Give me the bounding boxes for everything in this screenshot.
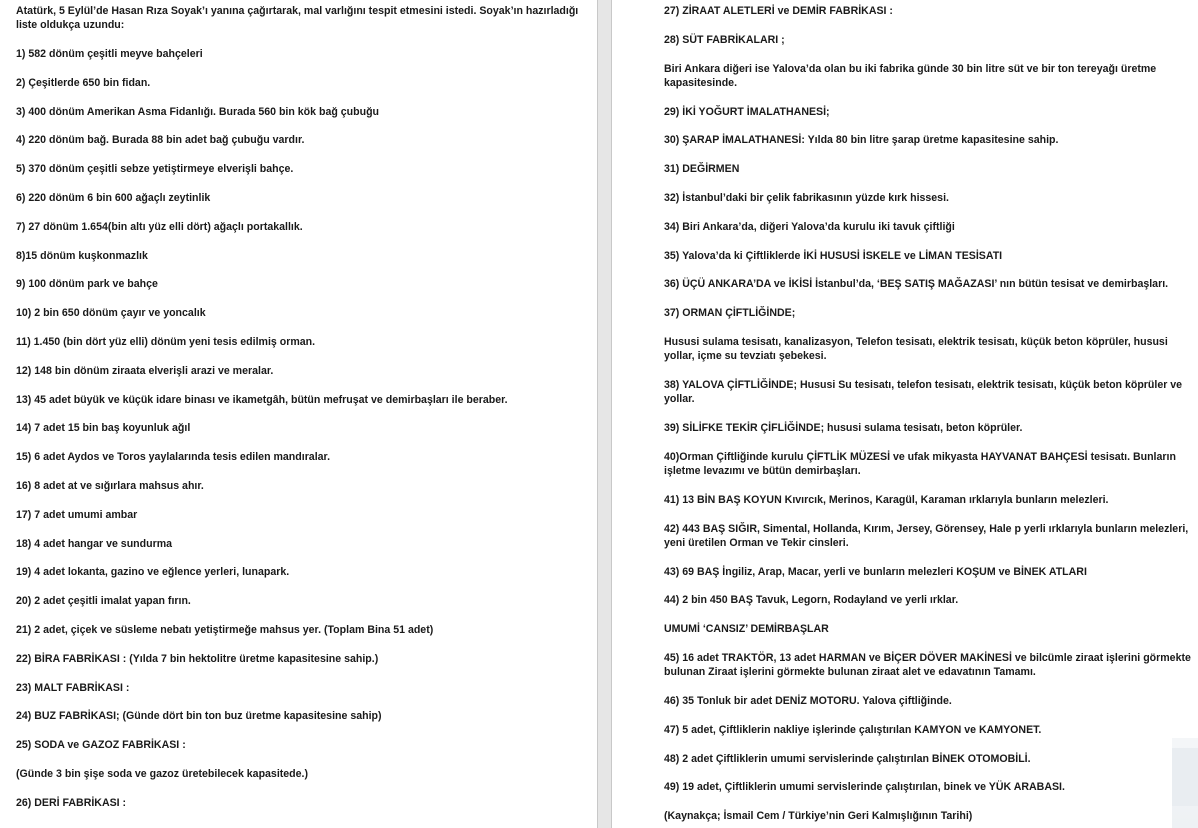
- list-item: 28) SÜT FABRİKALARI ;: [664, 33, 785, 46]
- page-gap: [597, 0, 612, 828]
- list-item: 4) 220 dönüm bağ. Burada 88 bin adet bağ çubuğu vardır.: [16, 134, 305, 147]
- list-item: 46) 35 Tonluk bir adet DENİZ MOTORU. Yalova çiftliğinde.: [664, 694, 952, 707]
- document-page-left[interactable]: [0, 0, 597, 828]
- list-item: 32) İstanbul’daki bir çelik fabrikasının yüzde kırk hissesi.: [664, 191, 949, 204]
- list-item: 36) ÜÇÜ ANKARA’DA ve İKİSİ İstanbul’da, ‘BEŞ SATIŞ MAĞAZASI’ nın bütün tesisat ve demirbaşları.: [664, 278, 1169, 291]
- list-item: 2) Çeşitlerde 650 bin fidan.: [16, 76, 151, 89]
- list-item: 18) 4 adet hangar ve sundurma: [16, 537, 173, 550]
- text-column-left: [16, 4, 586, 825]
- list-item: 49) 19 adet, Çiftliklerin umumi servislerinde çalıştırılan, binek ve YÜK ARABASI.: [664, 781, 1065, 794]
- list-item: 11) 1.450 (bin dört yüz elli) dönüm yeni tesis edilmiş orman.: [16, 335, 316, 348]
- list-item: 17) 7 adet umumi ambar: [16, 508, 138, 521]
- list-item: 10) 2 bin 650 dönüm çayır ve yoncalık: [16, 307, 206, 320]
- list-item: 48) 2 adet Çiftliklerin umumi servislerinde çalıştırılan BİNEK OTOMOBİLİ.: [664, 752, 1031, 765]
- list-item: 15) 6 adet Aydos ve Toros yaylalarında tesis edilen mandıralar.: [16, 451, 331, 464]
- list-item: 29) İKİ YOĞURT İMALATHANESİ;: [664, 105, 830, 118]
- intro-paragraph: Atatürk, 5 Eylül’de Hasan Rıza Soyak’ı yanına çağırtarak, mal varlığını tespit etmesini istedi. Soyak’ın hazırladığı liste oldukça uzundu:: [16, 5, 582, 32]
- list-item: 30) ŞARAP İMALATHANESİ: Yılda 80 bin litre şarap üretme kapasitesine sahip.: [664, 134, 1059, 147]
- list-item: 25) SODA ve GAZOZ FABRİKASI :: [16, 739, 186, 752]
- list-item: 5) 370 dönüm çeşitli sebze yetiştirmeye elverişli bahçe.: [16, 163, 294, 176]
- list-item: 13) 45 adet büyük ve küçük idare binası ve ikametgâh, bütün mefruşat ve demirbaşları ile beraber.: [16, 393, 508, 406]
- list-item: 40)Orman Çiftliğinde kurulu ÇİFTLİK MÜZESİ ve ufak mikyasta HAYVANAT BAHÇESİ tesisatı. Bunların işletme levazımı ve bütün demirbaşları.: [664, 450, 1179, 477]
- list-item: (Günde 3 bin şişe soda ve gazoz üretebilecek kapasitede.): [16, 767, 309, 780]
- list-item: 24) BUZ FABRİKASI; (Günde dört bin ton buz üretme kapasitesine sahip): [16, 710, 382, 723]
- list-item: Hususi sulama tesisatı, kanalizasyon, Telefon tesisatı, elektrik tesisatı, küçük beton köprüler, hususi yollar, içme su tevziatı şebekesi.: [664, 335, 1171, 363]
- list-item: 8)15 dönüm kuşkonmazlık: [16, 249, 148, 262]
- list-item: 35) Yalova’da ki Çiftliklerde İKİ HUSUSİ İSKELE ve LİMAN TESİSATI: [664, 249, 1003, 262]
- list-item: 42) 443 BAŞ SIĞIR, Simental, Hollanda, Kırım, Jersey, Görensey, Hale p yerli ırklarıyla bunların melezleri, yeni üretilen Orman ve Tekir cinsleri.: [664, 522, 1192, 549]
- list-item: 16) 8 adet at ve sığırlara mahsus ahır.: [16, 479, 204, 492]
- list-item: 37) ORMAN ÇİFTLİĞİNDE;: [664, 307, 796, 320]
- list-item: 9) 100 dönüm park ve bahçe: [16, 278, 158, 291]
- list-item: 7) 27 dönüm 1.654(bin altı yüz elli dört) ağaçlı portakallık.: [16, 220, 303, 233]
- list-item: 1) 582 dönüm çeşitli meyve bahçeleri: [16, 48, 203, 60]
- list-item: 47) 5 adet, Çiftliklerin nakliye işlerinde çalıştırılan KAMYON ve KAMYONET.: [664, 723, 1042, 736]
- list-item: 12) 148 bin dönüm ziraata elverişli arazi ve meralar.: [16, 364, 274, 377]
- list-item: 38) YALOVA ÇİFTLİĞİNDE; Hususi Su tesisatı, telefon tesisatı, elektrik tesisatı, küçük beton köprüler ve yollar.: [664, 378, 1186, 406]
- list-item: 41) 13 BİN BAŞ KOYUN Kıvırcık, Merinos, Karagül, Karaman ırklarıyla bunların melezleri.: [664, 493, 1109, 506]
- document-page-right[interactable]: [612, 0, 1198, 828]
- list-item: 19) 4 adet lokanta, gazino ve eğlence yerleri, lunapark.: [16, 566, 290, 579]
- list-item: 6) 220 dönüm 6 bin 600 ağaçlı zeytinlik: [16, 191, 211, 204]
- list-item: 31) DEĞİRMEN: [664, 163, 740, 176]
- list-item: 14) 7 adet 15 bin baş koyunluk ağıl: [16, 422, 191, 435]
- list-item: 43) 69 BAŞ İngiliz, Arap, Macar, yerli ve bunların melezleri KOŞUM ve BİNEK ATLARI: [664, 565, 1087, 578]
- list-item: Biri Ankara diğeri ise Yalova’da olan bu iki fabrika günde 30 bin litre süt ve bir ton tereyağı üretme kapasitesinde.: [664, 62, 1160, 89]
- list-item: 26) DERİ FABRİKASI :: [16, 796, 127, 809]
- list-item: 34) Biri Ankara’da, diğeri Yalova’da kurulu iki tavuk çiftliği: [664, 220, 955, 233]
- list-item: 21) 2 adet, çiçek ve süsleme nebatı yetiştirmeğe mahsus yer. (Toplam Bina 51 adet): [16, 623, 434, 636]
- list-item: 39) SİLİFKE TEKİR ÇİFLİĞİNDE; hususi sulama tesisatı, beton köprüler.: [664, 421, 1023, 434]
- text-column-right: [664, 4, 1198, 828]
- list-item: 44) 2 bin 450 BAŞ Tavuk, Legorn, Rodayland ve yerli ırklar.: [664, 594, 959, 607]
- list-item: 27) ZİRAAT ALETLERİ ve DEMİR FABRİKASI :: [664, 5, 893, 17]
- list-item: 3) 400 dönüm Amerikan Asma Fidanlığı. Burada 560 bin kök bağ çubuğu: [16, 105, 380, 118]
- list-item: 23) MALT FABRİKASI :: [16, 681, 130, 694]
- section-heading: UMUMİ ‘CANSIZ’ DEMİRBAŞLAR: [664, 623, 829, 636]
- list-item: 45) 16 adet TRAKTÖR, 13 adet HARMAN ve BİÇER DÖVER MAKİNESİ ve bilcümle ziraat işlerini görmekte bulunan Ziraat işlerini görmekte bulunan ziraat alet ve edavatının Tamamı.: [664, 651, 1194, 679]
- source-citation: (Kaynakça; İsmail Cem / Türkiye’nin Geri Kalmışlığının Tarihi): [664, 810, 973, 823]
- list-item: 22) BİRA FABRİKASI : (Yılda 7 bin hektolitre üretme kapasitesine sahip.): [16, 652, 379, 665]
- scrollbar-thumb[interactable]: [1172, 738, 1198, 828]
- list-item: 20) 2 adet çeşitli imalat yapan fırın.: [16, 595, 191, 608]
